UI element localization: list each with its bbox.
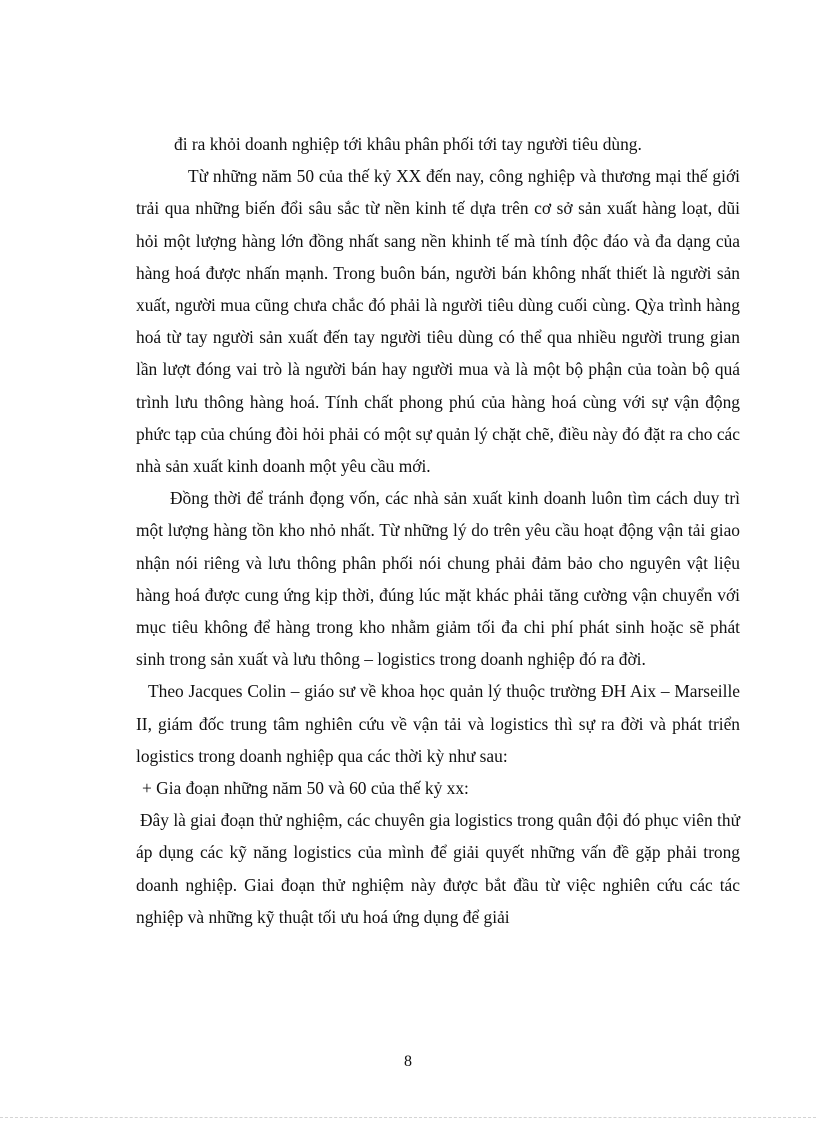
paragraph-jacques-colin: Theo Jacques Colin – giáo sư về khoa học quản lý thuộc trường ĐH Aix – Marseille II, giám đốc trung tâm nghiên cứu về vận tải và logistics thì sự ra đời và phát triển logistics trong doanh nghiệp qua các thời kỳ như sau: xyxy=(136,681,740,766)
page-bottom-divider xyxy=(0,1117,816,1118)
paragraph-period-heading: + Gia đoạn những năm 50 và 60 của thế kỷ xx: xyxy=(142,778,469,799)
paragraph-world-trade: Từ những năm 50 của thế kỷ XX đến nay, công nghiệp và thương mại thế giới trải qua những biến đổi sâu sắc từ nền kinh tế dựa trên cơ sở sản xuất hàng loạt, dũi hỏi một lượng hàng lớn đồng nhất sang nền khinh tế mà tính độc đáo và đa dạng của hàng hoá được nhấn mạnh. Trong buôn bán, người bán không nhất thiết là người sản xuất, người mua cũng chưa chắc đó phải là người tiêu dùng cuối cùng. Qỳa trình hàng hoá từ tay người sản xuất đến tay người tiêu dùng có thể qua nhiều người trung gian lần lượt đóng vai trò là người bán hay người mua và là một bộ phận của toàn bộ quá trình lưu thông hàng hoá. Tính chất phong phú của hàng hoá cùng với sự vận động phức tạp của chúng đòi hỏi phải có một sự quản lý chặt chẽ, điều này đó đặt ra cho các nhà sản xuất kinh doanh một yêu cầu mới. xyxy=(136,166,740,477)
page-body xyxy=(136,128,740,933)
paragraph-experimental-stage: Đây là giai đoạn thử nghiệm, các chuyên gia logistics trong quân đội đó phục viên thử áp dụng các kỹ năng logistics của mình để giải quyết những vấn đề gặp phải trong doanh nghiệp. Giai đoạn thử nghiệm này được bắt đầu từ việc nghiên cứu các tác nghiệp và những kỹ thuật tối ưu hoá ứng dụng để giải xyxy=(136,810,740,927)
paragraph-inventory: Đồng thời để tránh đọng vốn, các nhà sản xuất kinh doanh luôn tìm cách duy trì một lượng hàng tồn kho nhỏ nhất. Từ những lý do trên yêu cầu hoạt động vận tải giao nhận nói riêng và lưu thông phân phối nói chung phải đảm bảo cho nguyên vật liệu hàng hoá được cung ứng kịp thời, đúng lúc mặt khác phải tăng cường vận chuyển với mục tiêu không để hàng trong kho nhằm giảm tối đa chi phí phát sinh hoặc sẽ phát sinh trong sản xuất và lưu thông – logistics trong doanh nghiệp đó ra đời. xyxy=(136,488,740,670)
page-number: 8 xyxy=(404,1053,412,1070)
paragraph-continuation: đi ra khỏi doanh nghiệp tới khâu phân phối tới tay người tiêu dùng. xyxy=(174,134,642,154)
